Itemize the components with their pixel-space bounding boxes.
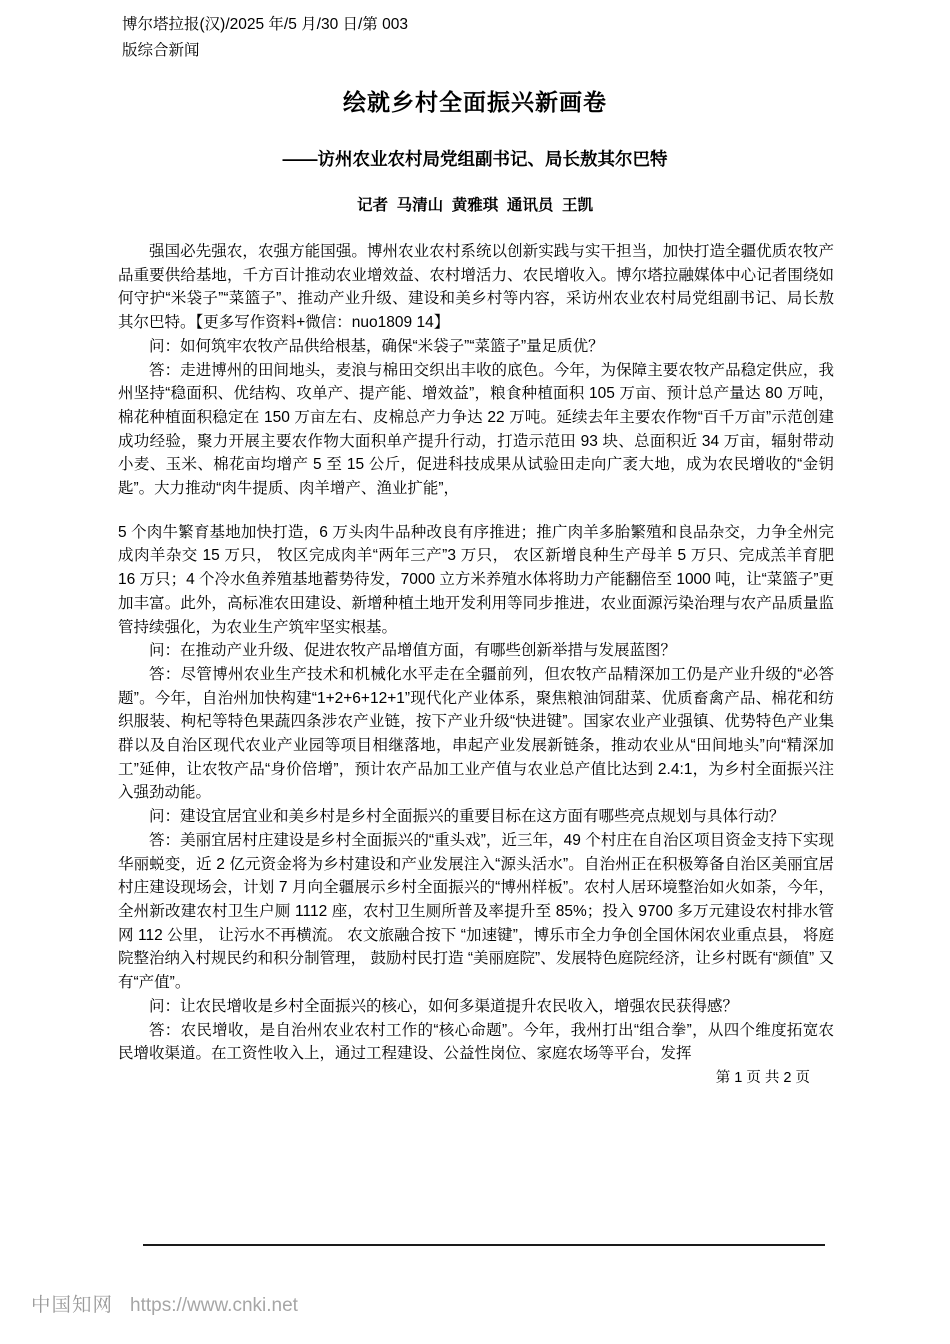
page-indicator: 第 1 页 共 2 页: [715, 1070, 810, 1086]
paragraph: 答：走进博州的田间地头，麦浪与棉田交织出丰收的底色。今年，为保障主要农牧产品稳定供应，我州坚持“稳面积、优结构、攻单产、提产能、增效益”，粮食种植面积 105 万亩、预计总产量达 80 万吨，棉花种植面积稳定在 150 万亩左右、皮棉总产力争达 22 万吨。延续去年主要农作物“百千万亩”示范创建成功经验，聚力开展主要农作物大面积单产提升行动，打造示范田 93 块、总面积近 34 万亩，辐射带动小麦、玉米、棉花亩均增产 5 至 15 公斤，促进科技成果从试验田走向广袤大地，成为农民增收的“金钥匙”。大力推动“肉牛提质、肉羊增产、渔业扩能”，: [118, 361, 834, 498]
paragraph: 强国必先强农，农强方能国强。博州农业农村系统以创新实践与实干担当，加快打造全疆优质农牧产品重要供给基地，千方百计推动农业增效益、农村增活力、农民增收入。博尔塔拉融媒体中心记者围绕如何守护“米袋子”“菜篮子”、推动产业升级、建设和美乡村等内容，采访州农业农村局党组副书记、局长敖其尔巴特。【更多写作资料+微信：nuo1809 14】: [118, 243, 834, 332]
footer-divider-line: [143, 1244, 825, 1246]
paragraph: 答：尽管博州农业生产技术和机械化水平走在全疆前列，但农牧产品精深加工仍是产业升级的“必答题”。今年，自治州加快构建“1+2+6+12+1”现代化产业体系，聚焦粮油饲甜菜、优质畜禽产品、棉花和纺织服装、枸杞等特色果蔬四条涉农产业链，按下产业升级“快进键”。国家农业产业强镇、优势特色产业集群以及自治区现代农业产业园等项目相继落地，串起产业发展新链条，推动农业从“田间地头”向“精深加工”延伸，让农牧产品“身价倍增”，预计农产品加工业产值与农业总产值比达到 2.4:1，为乡村全面振兴注入强劲动能。: [118, 665, 834, 802]
cnki-watermark: [31, 1289, 298, 1317]
source-header: [122, 12, 642, 64]
paragraph: 问：建设宜居宜业和美乡村是乡村全面振兴的重要目标在这方面有哪些亮点规划与具体行动？: [149, 808, 785, 826]
paragraph: 问：让农民增收是乡村全面振兴的核心，如何多渠道提升农民收入，增强农民获得感？: [149, 997, 739, 1015]
cnki-url-text: https://www.cnki.net: [130, 1295, 298, 1316]
source-header-line2: 版综合新闻: [122, 42, 200, 59]
paragraph: 问：如何筑牢农牧产品供给根基，确保“米袋子”“菜篮子”量足质优？: [149, 337, 604, 355]
paragraph: 问：在推动产业升级、促进农牧产品增值方面，有哪些创新举措与发展蓝图？: [149, 642, 677, 660]
cnki-brand-text: 中国知网: [31, 1294, 114, 1316]
paragraph: 答：农民增收，是自治州农业农村工作的“核心命题”。今年，我州打出“组合拳”，从四个维度拓宽农民增收渠道。在工资性收入上，通过工程建设、公益性岗位、家庭农场等平台，发挥: [118, 1021, 834, 1063]
page-subtitle: ——访州农业农村局党组副书记、局长敖其尔巴特: [282, 149, 668, 169]
paragraph: 5 个肉牛繁育基地加快打造，6 万头肉牛品种改良有序推进；推广肉羊多胎繁殖和良品杂交，力争全州完成肉羊杂交 15 万只， 牧区完成肉羊“两年三产”3 万只， 农区新增良种生产母羊 5 万只、完成羔羊育肥 16 万只；4 个冷水鱼养殖基地蓄势待发，7000 立方米养殖水体将助力产能翻倍至 1000 吨，让“菜篮子”更加丰富。此外，高标准农田建设、新增种植土地开发利用等同步推进，农业面源污染治理与农产品质量监管持续强化，为农业生产筑牢坚实根基。: [118, 523, 834, 636]
byline: 记者 马清山 黄雅琪 通讯员 王凯: [357, 197, 593, 214]
page-title: 绘就乡村全面振兴新画卷: [343, 89, 607, 115]
source-header-line1: 博尔塔拉报(汉)/2025 年/5 月/30 日/第 003: [122, 16, 408, 33]
article-body: [118, 240, 834, 1066]
paragraph: 答：美丽宜居村庄建设是乡村全面振兴的“重头戏”，近三年，49 个村庄在自治区项目资金支持下实现华丽蜕变，近 2 亿元资金将为乡村建设和产业发展注入“源头活水”。自治州正在积极筹备自治区美丽宜居村庄建设现场会，计划 7 月向全疆展示乡村全面振兴的“博州样板”。农村人居环境整治如火如荼，今年，全州新改建农村卫生户厕 1112 座，农村卫生厕所普及率提升至 85%；投入 9700 多万元建设农村排水管网 112 公里， 让污水不再横流。 农文旅融合按下 “加速键”，博乐市全力争创全国休闲农业重点县， 将庭院整治纳入村规民约和积分制管理， 鼓励村民打造 “美丽庭院”、发展特色庭院经济，让乡村既有“颜值” 又有“产值”。: [118, 831, 834, 992]
